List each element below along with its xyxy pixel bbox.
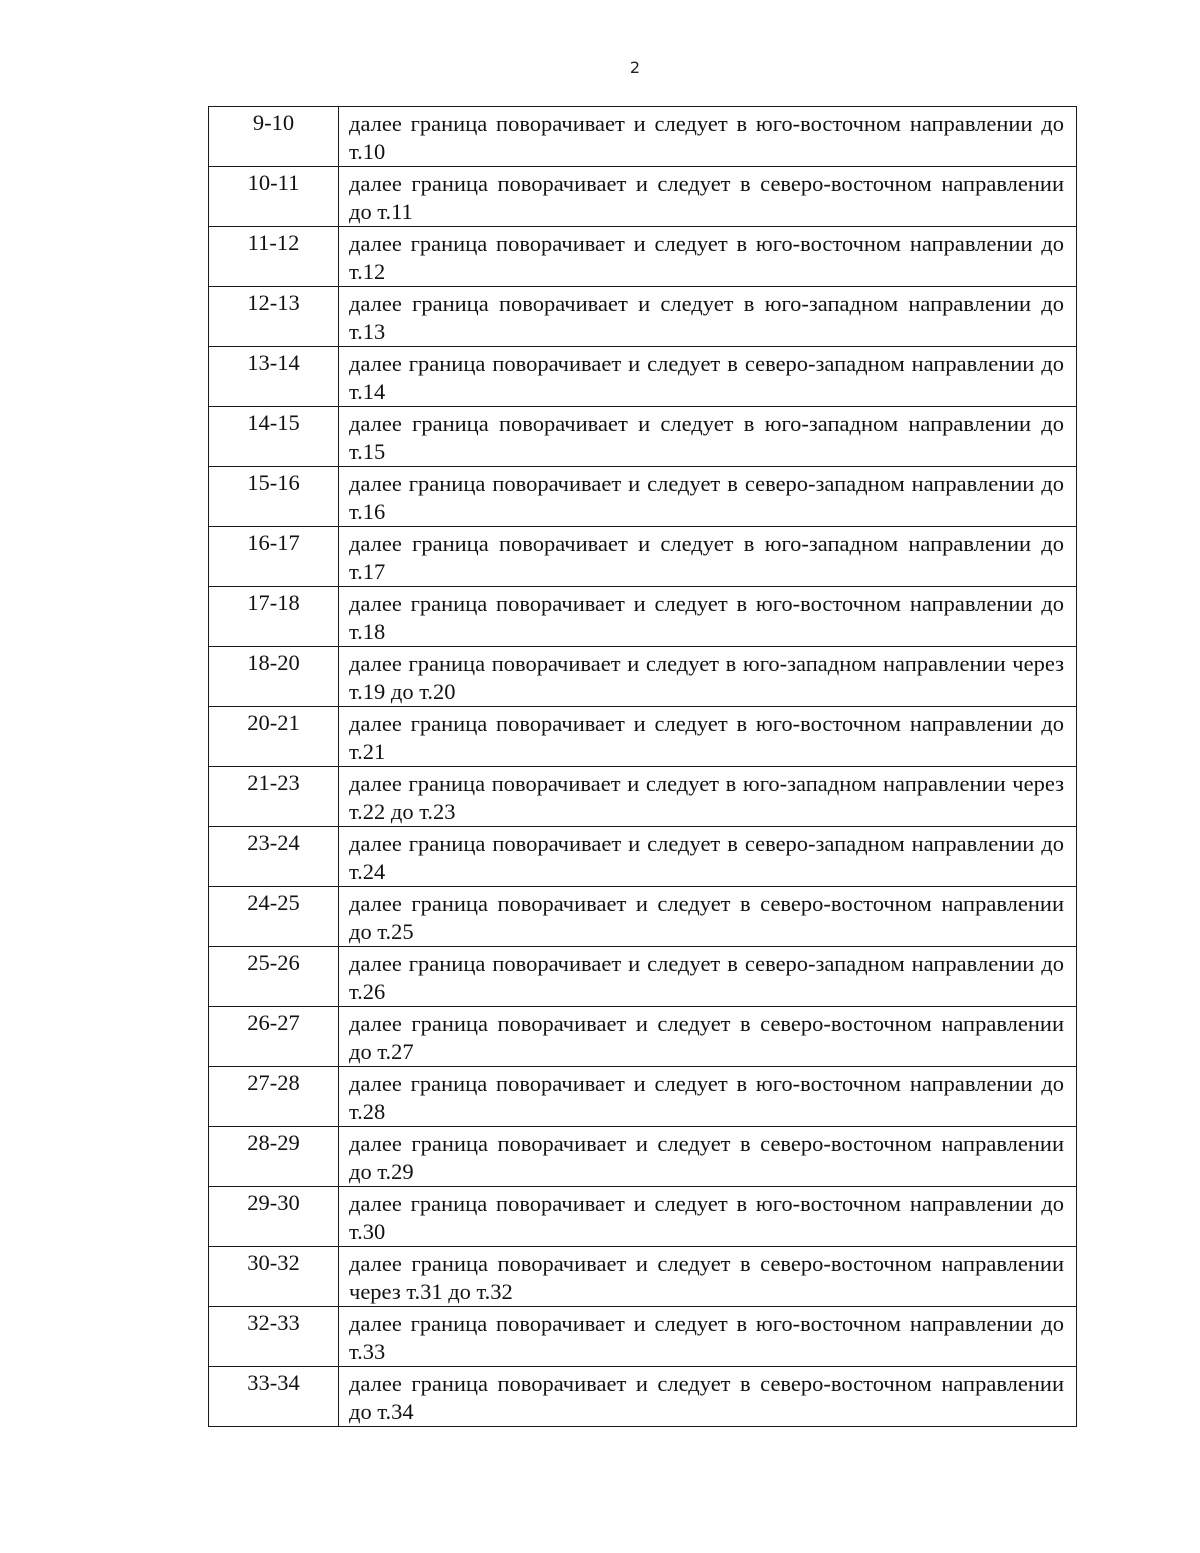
description-cell: далее граница поворачивает и следует в северо-восточном направлении до т.29 (339, 1127, 1077, 1187)
segment-cell: 16-17 (209, 527, 339, 587)
description-cell: далее граница поворачивает и следует в юго-западном направлении через т.22 до т.23 (339, 767, 1077, 827)
description-cell: далее граница поворачивает и следует в юго-западном направлении до т.13 (339, 287, 1077, 347)
table-row (209, 467, 1077, 527)
description-cell: далее граница поворачивает и следует в юго-восточном направлении до т.28 (339, 1067, 1077, 1127)
description-cell: далее граница поворачивает и следует в юго-западном направлении до т.15 (339, 407, 1077, 467)
description-cell: далее граница поворачивает и следует в юго-восточном направлении до т.12 (339, 227, 1077, 287)
table-row (209, 347, 1077, 407)
table-row (209, 587, 1077, 647)
table-row (209, 1007, 1077, 1067)
segment-cell: 21-23 (209, 767, 339, 827)
segment-cell: 10-11 (209, 167, 339, 227)
segment-cell: 12-13 (209, 287, 339, 347)
segment-cell: 28-29 (209, 1127, 339, 1187)
segment-cell: 25-26 (209, 947, 339, 1007)
segment-cell: 14-15 (209, 407, 339, 467)
segment-cell: 15-16 (209, 467, 339, 527)
segment-cell: 13-14 (209, 347, 339, 407)
segment-cell: 24-25 (209, 887, 339, 947)
description-cell: далее граница поворачивает и следует в северо-западном направлении до т.14 (339, 347, 1077, 407)
table-row (209, 287, 1077, 347)
segment-cell: 33-34 (209, 1367, 339, 1427)
table-row (209, 107, 1077, 167)
description-cell: далее граница поворачивает и следует в северо-восточном направлении до т.25 (339, 887, 1077, 947)
segment-cell: 32-33 (209, 1307, 339, 1367)
table-row (209, 1307, 1077, 1367)
description-cell: далее граница поворачивает и следует в юго-западном направлении через т.19 до т.20 (339, 647, 1077, 707)
description-cell: далее граница поворачивает и следует в северо-восточном направлении через т.31 до т.32 (339, 1247, 1077, 1307)
segment-cell: 23-24 (209, 827, 339, 887)
segment-cell: 11-12 (209, 227, 339, 287)
description-cell: далее граница поворачивает и следует в северо-восточном направлении до т.11 (339, 167, 1077, 227)
table-row (209, 767, 1077, 827)
table-row (209, 527, 1077, 587)
table-row (209, 227, 1077, 287)
segment-cell: 18-20 (209, 647, 339, 707)
boundary-description-table (208, 106, 1077, 1427)
description-cell: далее граница поворачивает и следует в юго-восточном направлении до т.30 (339, 1187, 1077, 1247)
segment-cell: 29-30 (209, 1187, 339, 1247)
description-cell: далее граница поворачивает и следует в юго-восточном направлении до т.10 (339, 107, 1077, 167)
description-cell: далее граница поворачивает и следует в юго-западном направлении до т.17 (339, 527, 1077, 587)
segment-cell: 26-27 (209, 1007, 339, 1067)
table-row (209, 167, 1077, 227)
page-number: 2 (629, 58, 641, 77)
description-cell: далее граница поворачивает и следует в юго-восточном направлении до т.33 (339, 1307, 1077, 1367)
table-row (209, 1187, 1077, 1247)
table-row (209, 827, 1077, 887)
table-row (209, 887, 1077, 947)
description-cell: далее граница поворачивает и следует в юго-восточном направлении до т.18 (339, 587, 1077, 647)
table-row (209, 1127, 1077, 1187)
segment-cell: 27-28 (209, 1067, 339, 1127)
description-cell: далее граница поворачивает и следует в северо-восточном направлении до т.34 (339, 1367, 1077, 1427)
table-row (209, 707, 1077, 767)
segment-cell: 20-21 (209, 707, 339, 767)
description-cell: далее граница поворачивает и следует в северо-западном направлении до т.16 (339, 467, 1077, 527)
table-row (209, 407, 1077, 467)
table-row (209, 947, 1077, 1007)
table-row (209, 1247, 1077, 1307)
table-row (209, 1367, 1077, 1427)
table-row (209, 1067, 1077, 1127)
description-cell: далее граница поворачивает и следует в северо-западном направлении до т.26 (339, 947, 1077, 1007)
segment-cell: 9-10 (209, 107, 339, 167)
description-cell: далее граница поворачивает и следует в северо-западном направлении до т.24 (339, 827, 1077, 887)
table-row (209, 647, 1077, 707)
description-cell: далее граница поворачивает и следует в северо-восточном направлении до т.27 (339, 1007, 1077, 1067)
segment-cell: 30-32 (209, 1247, 339, 1307)
segment-cell: 17-18 (209, 587, 339, 647)
table-body (209, 107, 1077, 1427)
description-cell: далее граница поворачивает и следует в юго-восточном направлении до т.21 (339, 707, 1077, 767)
